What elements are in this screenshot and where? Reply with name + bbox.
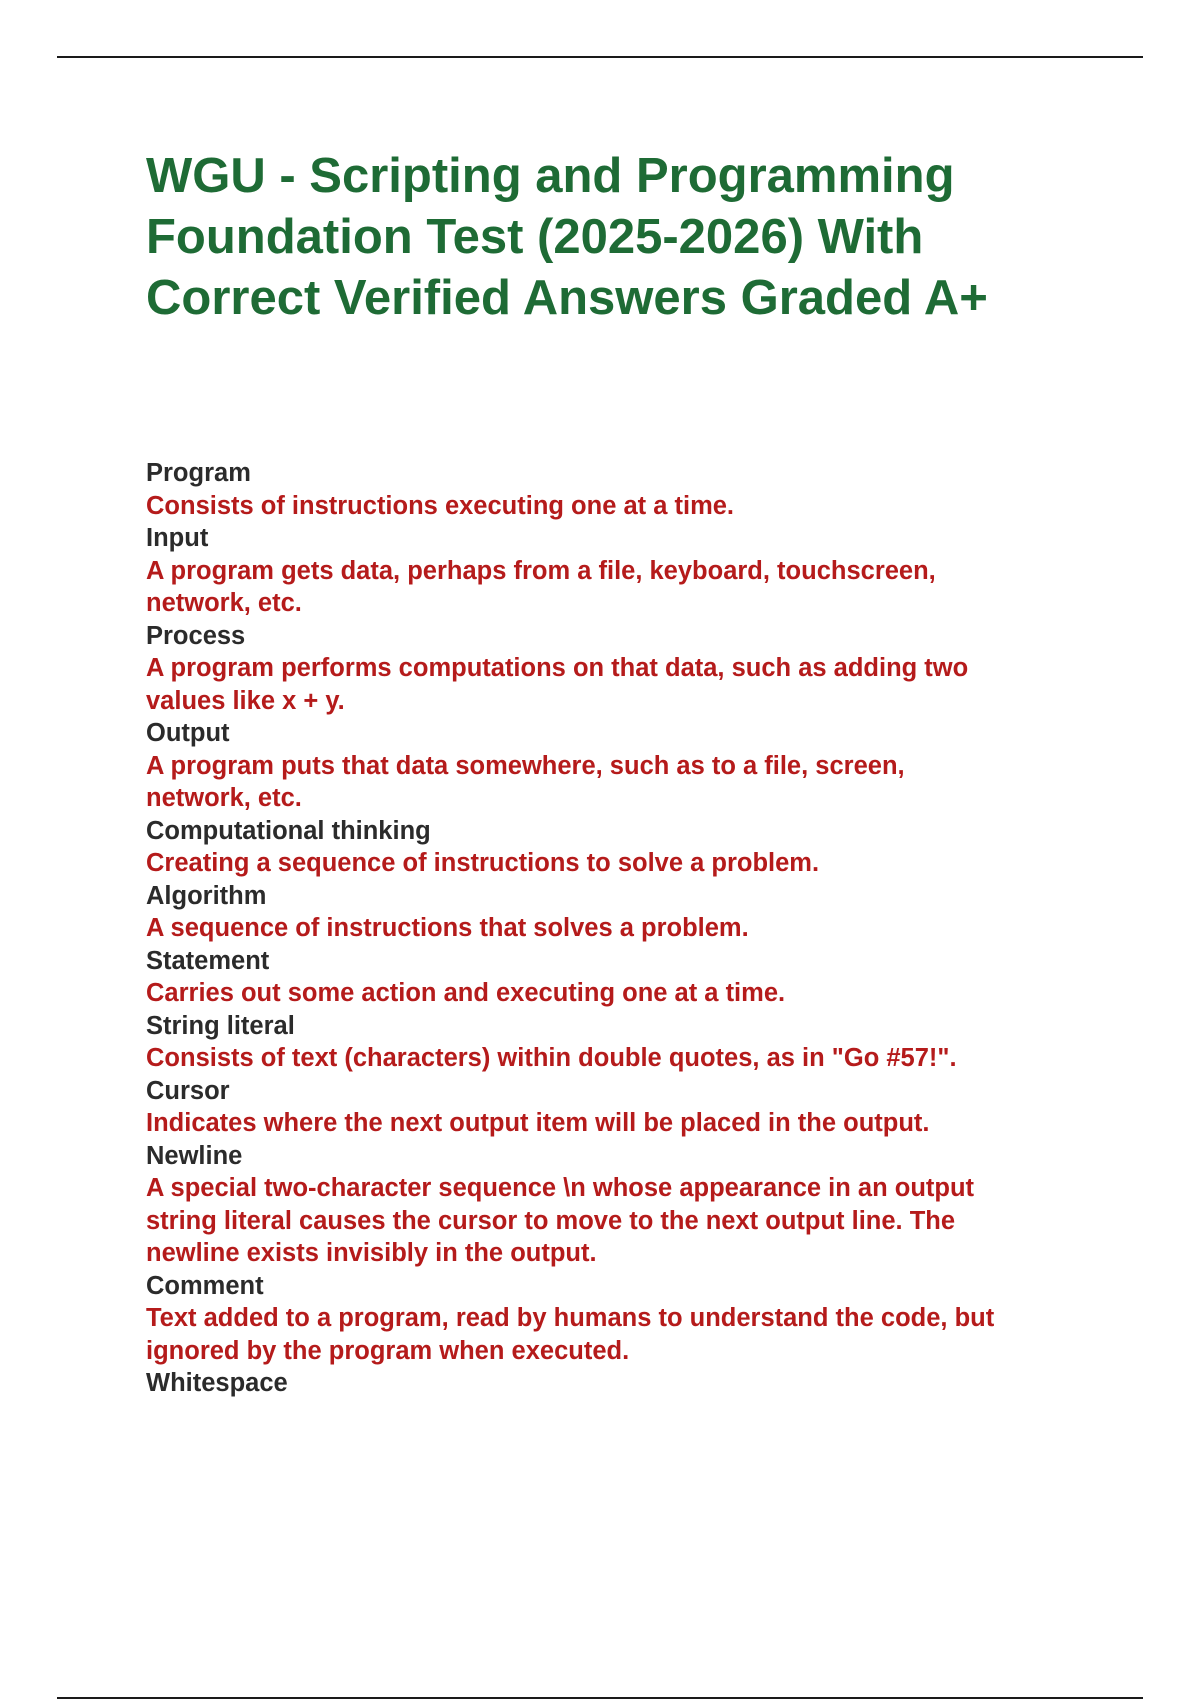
term-computational-thinking: Computational thinking bbox=[146, 816, 431, 845]
definition-computational-thinking bbox=[146, 847, 1106, 880]
definition-line: A program gets data, perhaps from a file, keyboard, touchscreen, bbox=[146, 556, 936, 585]
definition-newline bbox=[146, 1172, 1106, 1270]
definition-line: ignored by the program when executed. bbox=[146, 1336, 630, 1365]
term-string-literal: String literal bbox=[146, 1011, 295, 1040]
top-rule bbox=[57, 56, 1143, 58]
definition-program bbox=[146, 490, 1106, 523]
definition-line: Carries out some action and executing one at a time. bbox=[146, 979, 786, 1007]
definition-comment bbox=[146, 1302, 1106, 1367]
definition-line: Creating a sequence of instructions to solve a problem. bbox=[146, 849, 820, 877]
title-line: Correct Verified Answers Graded A+ bbox=[146, 271, 988, 325]
glossary-list bbox=[146, 457, 1106, 1400]
definition-line: newline exists invisibly in the output. bbox=[146, 1239, 597, 1267]
definition-line: network, etc. bbox=[146, 589, 302, 617]
definition-line: values like x + y. bbox=[146, 686, 345, 715]
definition-line: A sequence of instructions that solves a problem. bbox=[146, 914, 749, 942]
title-line: WGU - Scripting and Programming bbox=[146, 149, 955, 203]
definition-line: Text added to a program, read by humans to understand the code, but bbox=[146, 1304, 995, 1332]
definition-line: network, etc. bbox=[146, 784, 302, 812]
definition-line: A program puts that data somewhere, such as to a file, screen, bbox=[146, 751, 905, 780]
title-line: Foundation Test (2025-2026) With bbox=[146, 210, 924, 264]
term-output: Output bbox=[146, 719, 230, 747]
document-title bbox=[146, 146, 1106, 329]
definition-line: Consists of instructions executing one at a time. bbox=[146, 491, 735, 520]
definition-statement bbox=[146, 977, 1106, 1010]
term-process: Process bbox=[146, 621, 246, 650]
term-input: Input bbox=[146, 524, 209, 552]
definition-input bbox=[146, 555, 1106, 620]
definition-string-literal bbox=[146, 1042, 1106, 1075]
definition-process bbox=[146, 652, 1106, 717]
definition-algorithm bbox=[146, 912, 1106, 945]
definition-output bbox=[146, 750, 1106, 815]
term-cursor: Cursor bbox=[146, 1076, 230, 1105]
definition-line: string literal causes the cursor to move to the next output line. The bbox=[146, 1206, 956, 1235]
definition-line: A special two-character sequence \n whose appearance in an output bbox=[146, 1174, 975, 1202]
term-whitespace: Whitespace bbox=[146, 1369, 288, 1397]
definition-line: A program performs computations on that data, such as adding two bbox=[146, 654, 969, 682]
term-program: Program bbox=[146, 459, 251, 487]
term-statement: Statement bbox=[146, 946, 270, 975]
definition-cursor bbox=[146, 1107, 1106, 1140]
term-comment: Comment bbox=[146, 1271, 264, 1300]
definition-line: Consists of text (characters) within double quotes, as in "Go #57!". bbox=[146, 1044, 957, 1072]
term-algorithm: Algorithm bbox=[146, 881, 267, 910]
definition-line: Indicates where the next output item will be placed in the output. bbox=[146, 1109, 930, 1137]
bottom-rule bbox=[57, 1697, 1143, 1699]
term-newline: Newline bbox=[146, 1141, 243, 1170]
